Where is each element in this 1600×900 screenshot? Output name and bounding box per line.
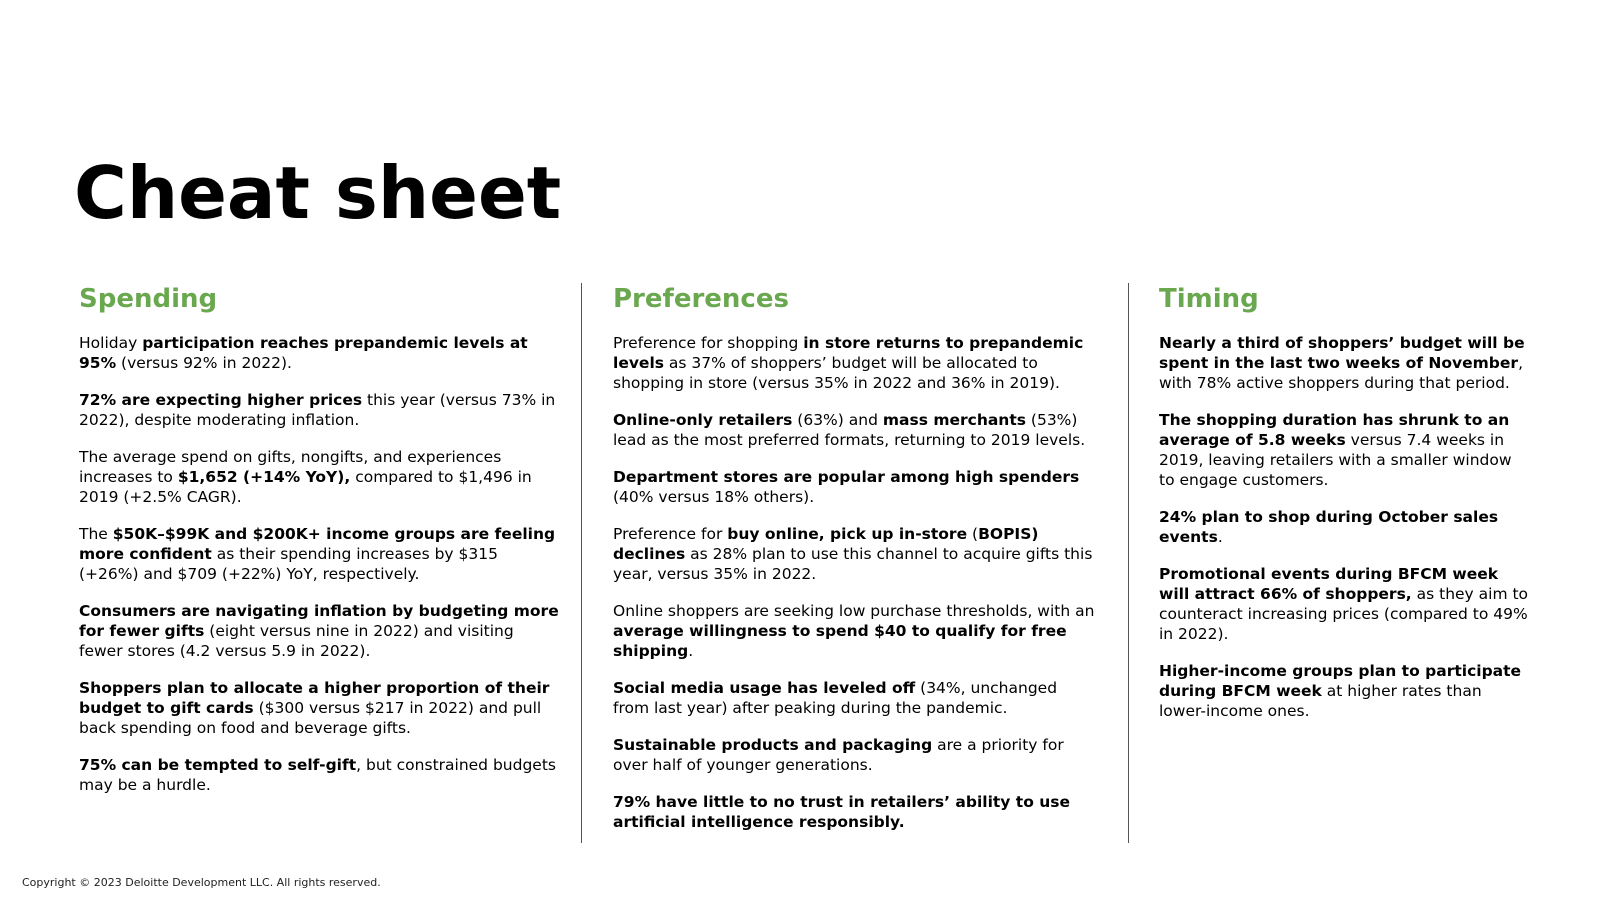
bullet-item (613, 678, 1095, 718)
bullet-text: versus 7.4 weeks in 2019, leaving retailers with a smaller window to engage customers. (1159, 431, 1512, 489)
bullet-text-bold: $1,652 (+14% YoY), (177, 468, 351, 486)
bullet-text: as they aim to counteract increasing prices (compared to 49% in 2022). (1159, 585, 1529, 643)
bullet-text-bold: Online-only retailers (613, 411, 793, 429)
bullet-text-bold: BOPIS) declines (613, 525, 1039, 563)
bullet-item (79, 601, 561, 661)
bullet-text: compared to $1,496 in 2019 (+2.5% CAGR). (79, 468, 532, 506)
bullet-text-bold: 72% are expecting higher prices (79, 391, 363, 409)
column-heading: Timing (1159, 284, 1259, 314)
bullet-text: (versus 92% in 2022). (116, 354, 292, 372)
bullet-text-bold: Social media usage has leveled off (613, 679, 916, 697)
bullet-text-bold: $50K–$99K and $200K+ income groups are feeling more confident (79, 525, 556, 563)
bullet-text: are a priority for over half of younger generations. (613, 736, 1064, 774)
bullet-item (613, 524, 1095, 584)
bullet-text: . (1217, 528, 1223, 546)
bullet-text: at higher rates than lower-income ones. (1159, 682, 1482, 720)
bullet-text: ( (967, 525, 979, 543)
bullet-text: Preference for shopping (613, 334, 804, 352)
bullet-text: . (688, 642, 694, 660)
bullet-text: Preference for (613, 525, 728, 543)
bullet-text: Online shoppers are seeking low purchase thresholds, with an (613, 602, 1095, 620)
bullet-text: as 37% of shoppers’ budget will be allocated to shopping in store (versus 35% in 2022 and 36% in 2019). (613, 354, 1060, 392)
bullet-item (79, 524, 561, 584)
bullet-text-bold: Higher-income groups plan to participate during BFCM week (1159, 662, 1522, 700)
copyright-footer: Copyright © 2023 Deloitte Development LLC. All rights reserved. (22, 876, 381, 889)
bullet-text: (53%) lead as the most preferred formats, returning to 2019 levels. (613, 411, 1086, 449)
bullet-text-bold: 24% plan to shop during October sales events (1159, 508, 1499, 546)
bullet-text-bold: mass merchants (882, 411, 1026, 429)
bullet-text-bold: buy online, pick up in-store (727, 525, 968, 543)
bullet-text: , with 78% active shoppers during that period. (1159, 354, 1523, 392)
bullet-item (1159, 661, 1529, 721)
bullet-list (1159, 333, 1529, 721)
bullet-text: this year (versus 73% in 2022), despite moderating inflation. (79, 391, 556, 429)
bullet-text-bold: in store returns to prepandemic levels (613, 334, 1084, 372)
bullet-item (1159, 333, 1529, 393)
bullet-text-bold: Promotional events during BFCM week will attract 66% of shoppers, (1159, 565, 1499, 603)
bullet-item (613, 333, 1095, 393)
bullet-item (613, 467, 1095, 507)
bullet-text: The average spend on gifts, nongifts, and experiences increases to (79, 448, 502, 486)
column-heading: Preferences (613, 284, 789, 314)
bullet-text: as 28% plan to use this channel to acquire gifts this year, versus 35% in 2022. (613, 545, 1093, 583)
bullet-text: (34%, unchanged from last year) after peaking during the pandemic. (613, 679, 1058, 717)
bullet-list (79, 333, 561, 795)
bullet-text: ($300 versus $217 in 2022) and pull back spending on food and beverage gifts. (79, 699, 542, 737)
bullet-list (613, 333, 1095, 832)
bullet-text: (eight versus nine in 2022) and visiting fewer stores (4.2 versus 5.9 in 2022). (79, 622, 514, 660)
bullet-text-bold: 75% can be tempted to self-gift (79, 756, 357, 774)
bullet-item (79, 390, 561, 430)
column-heading: Spending (79, 284, 218, 314)
bullet-item (613, 601, 1095, 661)
bullet-text: Holiday (79, 334, 143, 352)
bullet-text-bold: participation reaches prepandemic levels at 95% (79, 334, 528, 372)
bullet-text-bold: average willingness to spend $40 to qualify for free shipping (613, 622, 1067, 660)
bullet-item (79, 678, 561, 738)
bullet-item (613, 735, 1095, 775)
bullet-text-bold: Nearly a third of shoppers’ budget will be spent in the last two weeks of November (1159, 334, 1525, 372)
bullet-text: (40% versus 18% others). (613, 488, 815, 506)
column-timing (1159, 283, 1529, 738)
bullet-item (1159, 564, 1529, 644)
column-spending (79, 283, 561, 812)
page-title: Cheat sheet (74, 151, 562, 235)
column-divider (1128, 283, 1129, 843)
bullet-text-bold: Shoppers plan to allocate a higher proportion of their budget to gift cards (79, 679, 550, 717)
bullet-text-bold: Consumers are navigating inflation by budgeting more for fewer gifts (79, 602, 559, 640)
bullet-item (613, 410, 1095, 450)
bullet-text-bold: The shopping duration has shrunk to an average of 5.8 weeks (1159, 411, 1510, 449)
column-divider (581, 283, 582, 843)
bullet-text: (63%) and (792, 411, 883, 429)
column-preferences (613, 283, 1095, 849)
bullet-item (1159, 507, 1529, 547)
bullet-text: as their spending increases by $315 (+26%) and $709 (+22%) YoY, respectively. (79, 545, 498, 583)
bullet-item (79, 755, 561, 795)
bullet-text-bold: 79% have little to no trust in retailers’ ability to use artificial intelligence responsibly. (613, 793, 1071, 831)
bullet-text-bold: Sustainable products and packaging (613, 736, 933, 754)
bullet-item (613, 792, 1095, 832)
bullet-text: , but constrained budgets may be a hurdle. (79, 756, 556, 794)
bullet-item (1159, 410, 1529, 490)
bullet-item (79, 447, 561, 507)
bullet-text: The (79, 525, 113, 543)
bullet-text-bold: Department stores are popular among high spenders (613, 468, 1080, 486)
bullet-item (79, 333, 561, 373)
